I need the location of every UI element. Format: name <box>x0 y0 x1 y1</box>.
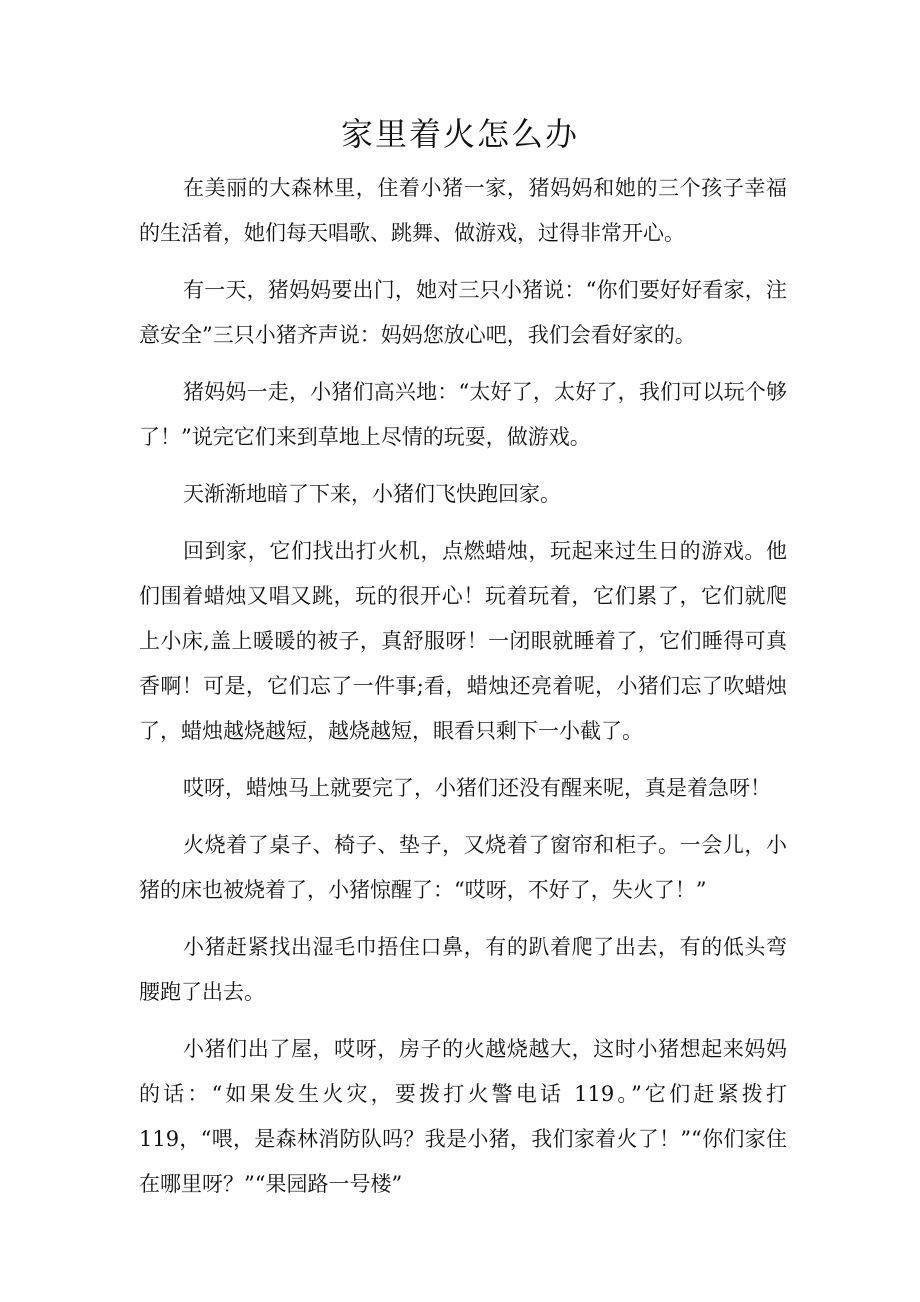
paragraph: 小猪赶紧找出湿毛巾捂住口鼻，有的趴着爬了出去，有的低头弯腰跑了出去。 <box>139 935 787 1004</box>
paragraph: 火烧着了桌子、椅子、垫子，又烧着了窗帘和柜子。一会儿，小猪的床也被烧着了，小猪惊醒了：“哎呀，不好了，失火了！” <box>139 833 787 902</box>
paragraph: 回到家，它们找出打火机，点燃蜡烛，玩起来过生日的游戏。他们围着蜡烛又唱又跳，玩的很开心！玩着玩着，它们累了，它们就爬上小床,盖上暖暖的被子，真舒服呀！一闭眼就睡着了，它们睡得可真香啊！可是，它们忘了一件事;看，蜡烛还亮着呢，小猪们忘了吹蜡烛了，蜡烛越烧越短，越烧越短，眼看只剩下一小截了。 <box>139 539 787 743</box>
paragraph: 有一天，猪妈妈要出门，她对三只小猪说：“你们要好好看家，注意安全”三只小猪齐声说：妈妈您放心吧，我们会看好家的。 <box>139 278 787 347</box>
document-body <box>139 166 787 1207</box>
paragraph: 猪妈妈一走，小猪们高兴地：“太好了，太好了，我们可以玩个够了！”说完它们来到草地上尽情的玩耍，做游戏。 <box>139 380 787 449</box>
paragraph: 在美丽的大森林里，住着小猪一家，猪妈妈和她的三个孩子幸福的生活着，她们每天唱歌、跳舞、做游戏，过得非常开心。 <box>139 176 787 245</box>
paragraph: 天渐渐地暗了下来，小猪们飞快跑回家。 <box>183 482 561 506</box>
paragraph: 哎呀，蜡烛马上就要完了，小猪们还没有醒来呢，真是着急呀！ <box>183 776 771 800</box>
document-title: 家里着火怎么办 <box>340 115 579 153</box>
paragraph: 小猪们出了屋，哎呀，房子的火越烧越大，这时小猪想起来妈妈的话：“如果发生火灾，要拨打火警电话 119。”它们赶紧拨打 119，“喂，是森林消防队吗？我是小猪，我们家着火了！”“你们家住在哪里呀？”“果园路一号楼” <box>139 1037 787 1196</box>
